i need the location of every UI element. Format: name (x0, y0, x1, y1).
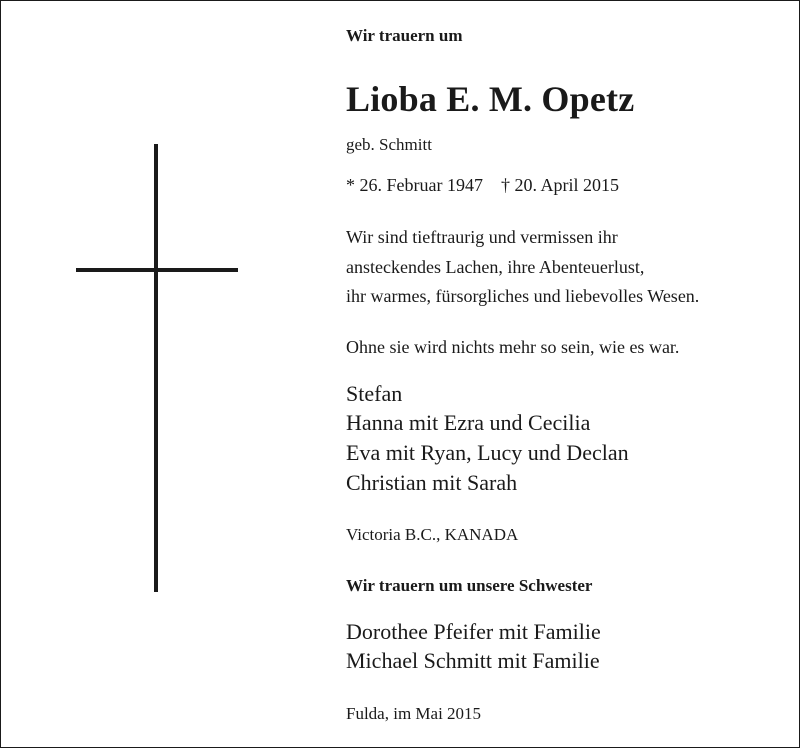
message-closing: Ohne sie wird nichts mehr so sein, wie es war. (346, 337, 680, 357)
mourner-name: Christian mit Sarah (346, 470, 518, 495)
mourner-name: Eva mit Ryan, Lucy und Declan (346, 440, 629, 465)
mourner-name: Stefan (346, 381, 403, 406)
mourner-location: Victoria B.C., KANADA (346, 525, 519, 544)
life-dates: * 26. Februar 1947 † 20. April 2015 (346, 175, 619, 195)
deceased-name: Lioba E. M. Opetz (346, 79, 635, 119)
message-line: ansteckendes Lachen, ihre Abenteuerlust, (346, 257, 645, 277)
siblings-heading: Wir trauern um unsere Schwester (346, 576, 593, 595)
message-line: ihr warmes, fürsorgliches und liebevolles Wesen. (346, 286, 700, 306)
cross-horizontal-bar (76, 268, 238, 272)
birth-name: geb. Schmitt (346, 135, 432, 154)
cross-vertical-bar (154, 144, 158, 592)
sibling-name: Dorothee Pfeifer mit Familie (346, 619, 601, 644)
place-date: Fulda, im Mai 2015 (346, 704, 482, 723)
mourner-name: Hanna mit Ezra und Cecilia (346, 410, 591, 435)
intro-heading: Wir trauern um (346, 26, 463, 45)
sibling-name: Michael Schmitt mit Familie (346, 648, 600, 673)
message-line: Wir sind tieftraurig und vermissen ihr (346, 227, 618, 247)
